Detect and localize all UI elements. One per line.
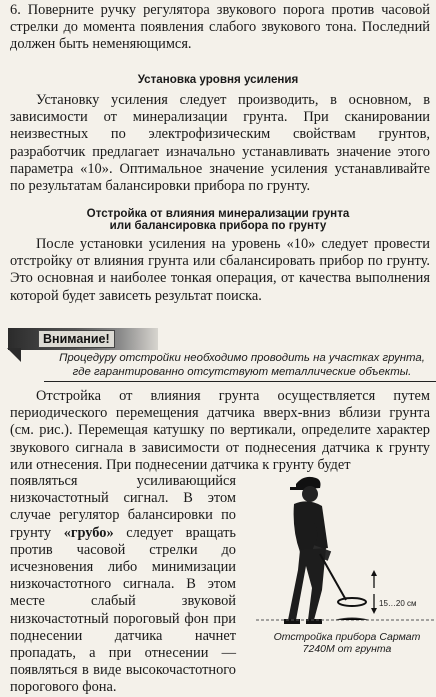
warning-text: [56, 352, 428, 379]
caption-line-1: Отстройка прибора Сармат: [273, 631, 421, 643]
warning-badge: [8, 328, 158, 350]
procedure-text-a: появляться усиливающийся низкочастотный сигнал. В этом случае регулятор балансировки по грунту: [10, 473, 236, 541]
section-heading-balance-line1: Отстройка от влияния минерализации грунта: [86, 207, 350, 220]
warning-corner-icon: [7, 348, 21, 362]
warning-divider: [44, 381, 436, 382]
warning-line-1: Процедуру отстройки необходимо проводить на участках грунта,: [59, 352, 425, 364]
procedure-continued-paragraph: [10, 473, 236, 697]
caption-line-2: 7240М от грунта: [302, 643, 392, 655]
section-heading-gain: Установка уровня усиления: [137, 73, 299, 86]
warning-label: Внимание!: [38, 330, 115, 348]
warning-line-2: где гарантированно отсутствуют металлические объекты.: [72, 365, 412, 378]
procedure-text-b: следует вращать против часовой стрелки до исчезновения либо минимизации низкочастотного сигнала. В этом месте слабый звуковой низкочастотный пороговый фон при поднесении датчика начнет пропадать, а при отнесении — появляться в виде высокочастотного порогового фона.: [10, 524, 236, 696]
balance-paragraph: После установки усиления на уровень «10» следует провести отстройку от влияния грунта или сбалансировать прибор по грунту. Это основная и наиболее тонкая операция, от качества выполнения которой будет зависеть результат поиска.: [10, 236, 430, 304]
figure-caption: [258, 631, 436, 655]
step-6-paragraph: 6. Поверните ручку регулятора звукового порога против часовой стрелки до момента появления слабого звукового тона. Последний должен быть неменяющимся.: [10, 2, 430, 53]
gain-paragraph: Установку усиления следует производить, в основном, в зависимости от минерализации грунта. При сканировании неизвестных по электрофизическим свойствам грунтов, разработчик предлагает изначально устанавливать значение этого параметра «10». Оптимальное значение усиления устанавливайте по результатам балансировки прибора по грунту.: [10, 92, 430, 195]
procedure-text-bold: «грубо»: [63, 524, 114, 541]
procedure-paragraph: Отстройка от влияния грунта осуществляется путем периодического перемещения датчика вверх-вниз вблизи грунта (см. рис.). Перемещая катушку по вертикали, определите характер звукового сигнала в зависимости от поднесения датчика к грунту или отнесения. При поднесении датчика к грунту будет: [10, 388, 430, 473]
section-heading-balance-line2: или балансировка прибора по грунту: [109, 219, 327, 232]
figure-dimension-label: 15…20 см: [379, 599, 417, 608]
